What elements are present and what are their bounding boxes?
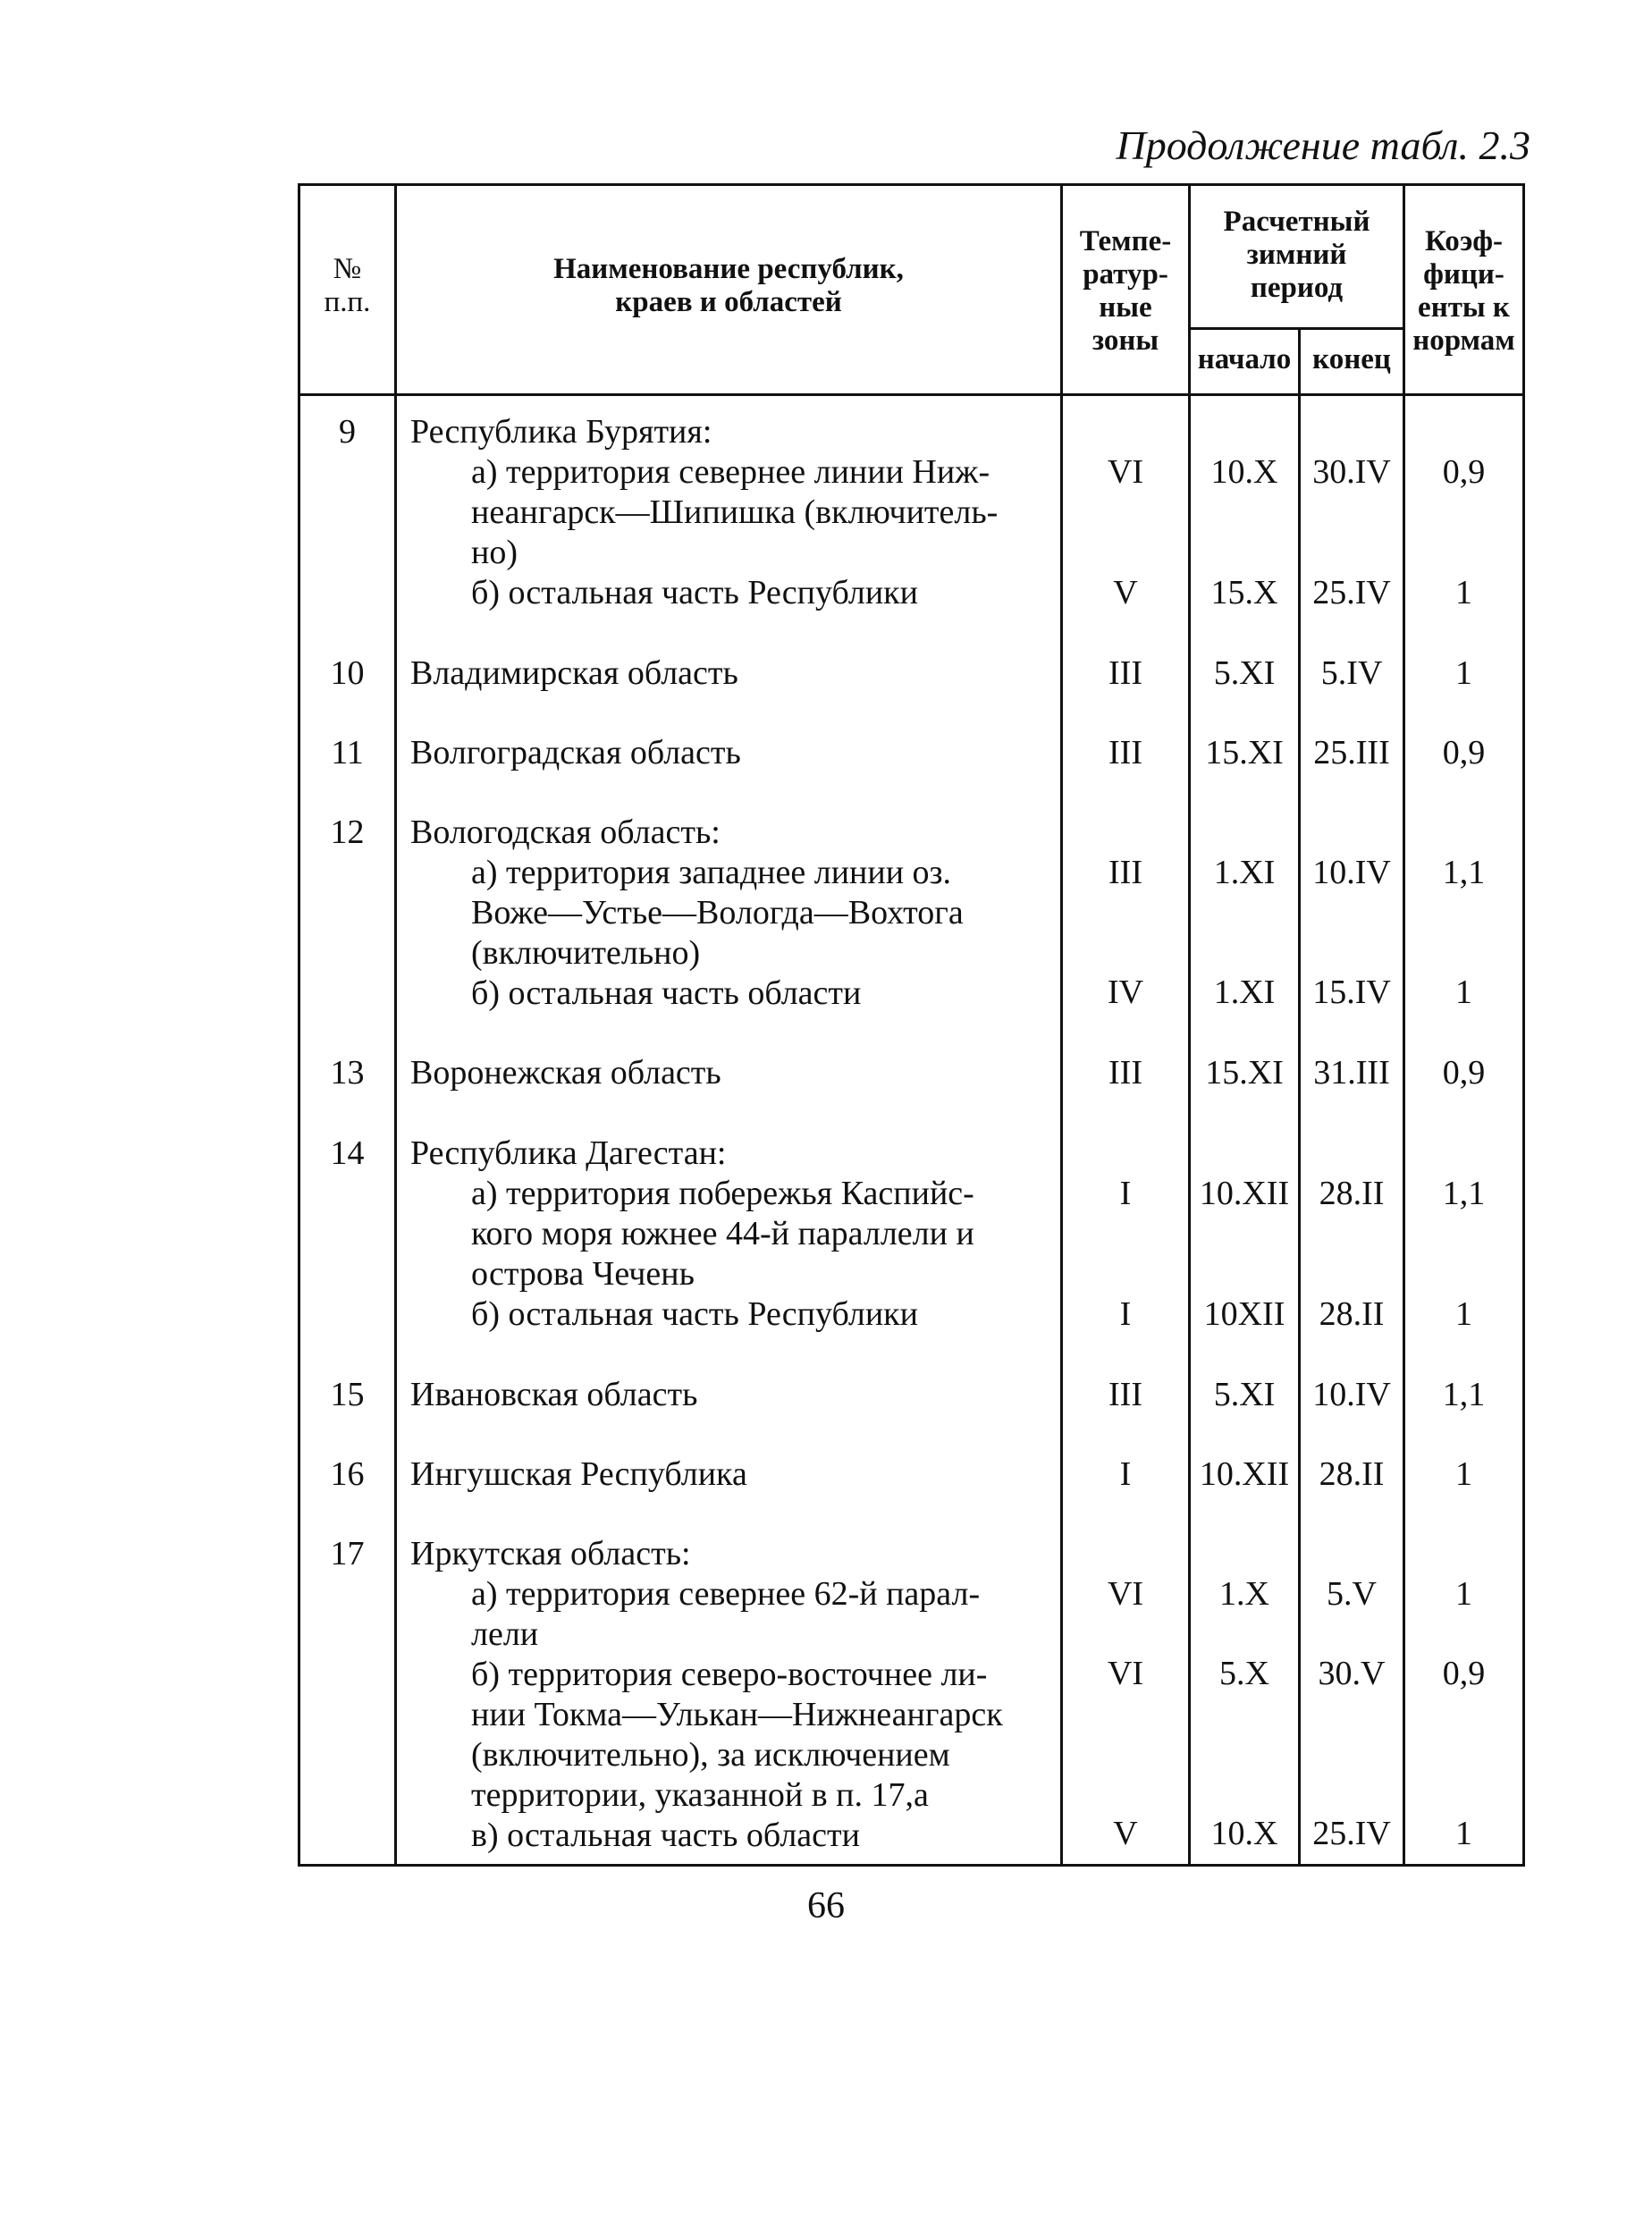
row-number: 15 <box>330 1376 365 1413</box>
table-caption: Продолжение табл. 2.3 <box>1116 122 1530 168</box>
start-cell: 15.XI <box>1205 734 1284 771</box>
row-number: 10 <box>330 654 365 692</box>
row-name: Ингушская Республика <box>410 1455 747 1493</box>
row-name: Воронежская область <box>410 1054 721 1092</box>
header-period: Расчетный зимний период <box>1223 206 1370 304</box>
row-name: Республика Дагестан: а) территория побережья Каспийс- кого моря южнее 44-й параллели и острова Чечень б) остальная часть Республики <box>410 1134 974 1333</box>
end-cell: 5.V <box>1327 1575 1377 1613</box>
end-cell: 5.IV <box>1320 654 1383 692</box>
row-name: Вологодская область: а) территория западнее линии оз. Воже—Устье—Вологда—Вохтога (включительно) б) остальная часть области <box>410 814 964 1012</box>
header-zones: Темпе- ратур- ные зоны <box>1079 225 1172 357</box>
page-number: 66 <box>807 1885 845 1926</box>
coef-cell: 1 <box>1455 1815 1472 1852</box>
header-start: начало <box>1197 343 1292 375</box>
data-table <box>298 183 1525 1867</box>
zone-cell: III <box>1108 734 1142 771</box>
coef-cell: 1 <box>1455 574 1472 611</box>
zone-cell: I <box>1119 1455 1132 1493</box>
header-end: конец <box>1312 343 1391 375</box>
start-cell: 5.X <box>1219 1655 1269 1692</box>
coef-cell: 1 <box>1455 974 1472 1011</box>
end-cell: 30.IV <box>1312 453 1391 491</box>
column-divider <box>1298 329 1301 1864</box>
start-cell: 1.X <box>1219 1575 1269 1613</box>
coef-cell: 0,9 <box>1442 1655 1486 1692</box>
start-cell: 1.XI <box>1213 854 1276 891</box>
row-name: Иркутская область: а) территория севернее 62-й парал- лели б) территория северо-восточнее ли- нии Токма—Улькан—Нижнеангарск (включительно), за исключением территории, указанной в п. 17,а в) остальная часть области <box>410 1535 1003 1854</box>
end-cell: 25.IV <box>1312 1815 1391 1852</box>
coef-cell: 1 <box>1455 654 1472 692</box>
zone-cell: III <box>1108 1376 1142 1413</box>
zone-cell: III <box>1108 854 1142 891</box>
header-num: № п.п. <box>324 253 371 318</box>
header-name: Наименование республик, краев и областей <box>553 253 904 318</box>
start-cell: 5.XI <box>1213 1376 1276 1413</box>
row-number: 16 <box>330 1455 365 1493</box>
end-cell: 28.II <box>1319 1175 1385 1212</box>
zone-cell: V <box>1113 1815 1138 1852</box>
coef-cell: 1,1 <box>1442 854 1486 891</box>
row-name: Ивановская область <box>410 1376 698 1413</box>
coef-cell: 1 <box>1455 1295 1472 1333</box>
start-cell: 15.XI <box>1205 1054 1284 1092</box>
end-cell: 10.IV <box>1312 854 1391 891</box>
zone-cell: VI <box>1107 1655 1144 1692</box>
start-cell: 10.XII <box>1199 1455 1290 1493</box>
header-subdivider <box>1188 327 1403 330</box>
row-number: 12 <box>330 814 365 851</box>
end-cell: 31.III <box>1313 1054 1390 1092</box>
end-cell: 30.V <box>1318 1655 1386 1692</box>
zone-cell: III <box>1108 654 1142 692</box>
coef-cell: 1 <box>1455 1455 1472 1493</box>
start-cell: 10.XII <box>1199 1175 1290 1212</box>
column-divider <box>394 186 397 1864</box>
coef-cell: 0,9 <box>1442 1054 1486 1092</box>
coef-cell: 0,9 <box>1442 453 1486 491</box>
end-cell: 28.II <box>1319 1295 1385 1333</box>
row-number: 13 <box>330 1054 365 1092</box>
start-cell: 10XII <box>1203 1295 1285 1333</box>
end-cell: 28.II <box>1319 1455 1385 1493</box>
end-cell: 15.IV <box>1312 974 1391 1011</box>
start-cell: 1.XI <box>1213 974 1276 1011</box>
coef-cell: 0,9 <box>1442 734 1486 771</box>
zone-cell: VI <box>1107 453 1144 491</box>
coef-cell: 1,1 <box>1442 1175 1486 1212</box>
coef-cell: 1 <box>1455 1575 1472 1613</box>
row-name: Республика Бурятия: а) территория севернее линии Ниж- неангарск—Шипишка (включитель- но) б) остальная часть Республики <box>410 413 999 611</box>
zone-cell: I <box>1119 1175 1132 1212</box>
row-name: Волгоградская область <box>410 734 741 771</box>
start-cell: 5.XI <box>1213 654 1276 692</box>
row-name: Владимирская область <box>410 654 738 692</box>
zone-cell: I <box>1119 1295 1132 1333</box>
zone-cell: IV <box>1107 974 1144 1011</box>
zone-cell: III <box>1108 1054 1142 1092</box>
start-cell: 10.X <box>1210 1815 1278 1852</box>
row-number: 9 <box>339 413 356 451</box>
row-number: 11 <box>331 734 364 771</box>
zone-cell: V <box>1113 574 1138 611</box>
start-cell: 10.X <box>1210 453 1278 491</box>
end-cell: 25.IV <box>1312 574 1391 611</box>
row-number: 14 <box>330 1134 365 1172</box>
start-cell: 15.X <box>1210 574 1278 611</box>
zone-cell: VI <box>1107 1575 1144 1613</box>
header-coef: Коэф- фици- енты к нормам <box>1412 225 1515 357</box>
coef-cell: 1,1 <box>1442 1376 1486 1413</box>
header-divider <box>300 393 1522 396</box>
end-cell: 25.III <box>1313 734 1390 771</box>
row-number: 17 <box>330 1535 365 1572</box>
end-cell: 10.IV <box>1312 1376 1391 1413</box>
